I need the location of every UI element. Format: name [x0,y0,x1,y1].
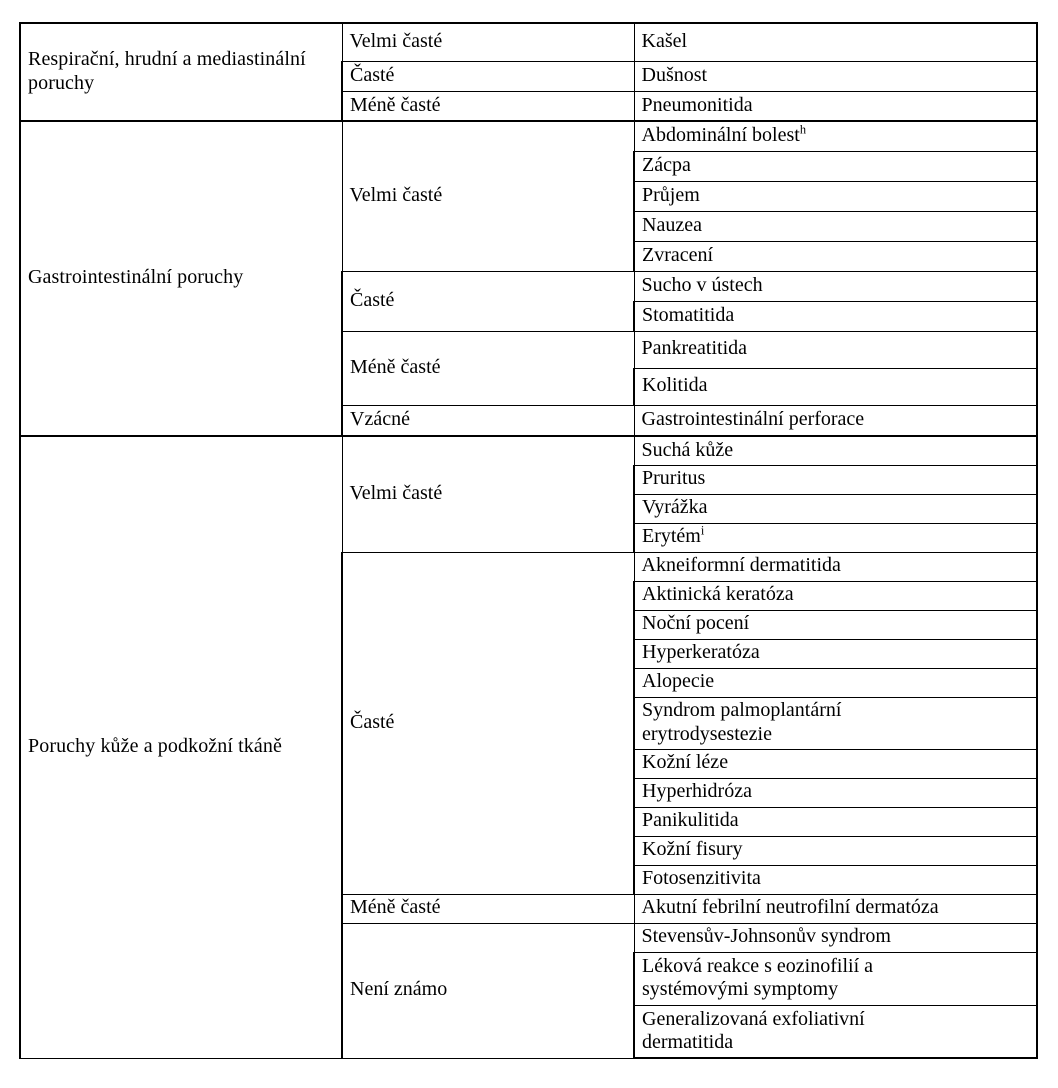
term-cell-sucho-v-ustech: Sucho v ústech [634,271,1037,301]
term-text: Abdominální bolest [641,124,800,147]
term-cell-kasel: Kašel [634,23,1037,61]
term-cell-pankreatitida: Pankreatitida [634,331,1037,368]
frequency-cell-common: Časté [342,271,634,331]
term-cell-vyrazka: Vyrážka [634,494,1037,523]
frequency-cell-common: Časté [342,552,634,894]
term-text-line1: Léková reakce s eozinofilií a [642,954,873,977]
term-cell-hyperhidroza: Hyperhidróza [634,778,1037,807]
term-cell-akutni-febrilni-neutrofilni-dermatoza: Akutní febrilní neutrofilní dermatóza [634,894,1037,923]
frequency-cell-very-common: Velmi časté [342,23,634,61]
term-text: Erytém [642,525,701,548]
frequency-cell-rare: Vzácné [342,405,634,436]
term-cell-nauzea: Nauzea [634,211,1037,241]
term-cell-kozni-leze: Kožní léze [634,749,1037,778]
term-cell-generalizovana-exfoliativni-dermatitida [634,1005,1037,1058]
term-cell-nocni-poceni: Noční pocení [634,610,1037,639]
frequency-cell-very-common: Velmi časté [342,121,634,271]
term-cell-dusnost: Dušnost [634,61,1037,91]
table-row [20,121,1037,151]
term-cell-erytem [634,523,1037,552]
term-cell-stevensuv-johnsonuv-syndrom: Stevensův-Johnsonův syndrom [634,923,1037,952]
term-cell-gastrointestinalni-perforace: Gastrointestinální perforace [634,405,1037,436]
term-text-line2: systémovými symptomy [642,978,839,1000]
term-cell-syndrom-palmoplantarni-erytrodysestezie [634,697,1037,749]
term-cell-panikulitida: Panikulitida [634,807,1037,836]
adverse-reactions-table [19,22,1038,1059]
term-cell-alopecie: Alopecie [634,668,1037,697]
frequency-cell-uncommon: Méně časté [342,894,634,923]
term-text-line2: erytrodysestezie [642,722,772,745]
term-cell-hyperkeratoza: Hyperkeratóza [634,639,1037,668]
table-row [20,23,1037,61]
term-cell-abdominalni-bolest [634,121,1037,151]
term-cell-lekova-reakce-s-eozinofilii [634,952,1037,1005]
term-cell-stomatitida: Stomatitida [634,301,1037,331]
term-cell-pneumonitida: Pneumonitida [634,91,1037,121]
soc-cell-respiratory: Respirační, hrudní a mediastinální poruchy [20,23,342,121]
term-cell-akneiformni-dermatitida: Akneiformní dermatitida [634,552,1037,581]
term-cell-fotosenzitivita: Fotosenzitivita [634,865,1037,894]
term-cell-zacpa: Zácpa [634,151,1037,181]
frequency-cell-common: Časté [342,61,634,91]
term-cell-prujem: Průjem [634,181,1037,211]
term-text-line1: Syndrom palmoplantární [642,699,842,722]
term-cell-zvraceni: Zvracení [634,241,1037,271]
term-cell-aktinicka-keratoza: Aktinická keratóza [634,581,1037,610]
term-text-line2: dermatitida [642,1030,734,1053]
soc-cell-gastrointestinal: Gastrointestinální poruchy [20,121,342,436]
term-cell-kolitida: Kolitida [634,368,1037,405]
term-cell-sucha-kuze: Suchá kůže [634,436,1037,465]
footnote-marker-i: i [700,523,705,538]
frequency-cell-uncommon: Méně časté [342,91,634,121]
frequency-cell-uncommon: Méně časté [342,331,634,405]
soc-cell-skin: Poruchy kůže a podkožní tkáně [20,436,342,1058]
frequency-cell-not-known: Není známo [342,923,634,1058]
frequency-cell-very-common: Velmi časté [342,436,634,552]
term-cell-pruritus: Pruritus [634,465,1037,494]
term-cell-kozni-fisury: Kožní fisury [634,836,1037,865]
term-text-line1: Generalizovaná exfoliativní [642,1007,865,1030]
footnote-marker-h: h [799,122,807,137]
table-row [20,436,1037,465]
